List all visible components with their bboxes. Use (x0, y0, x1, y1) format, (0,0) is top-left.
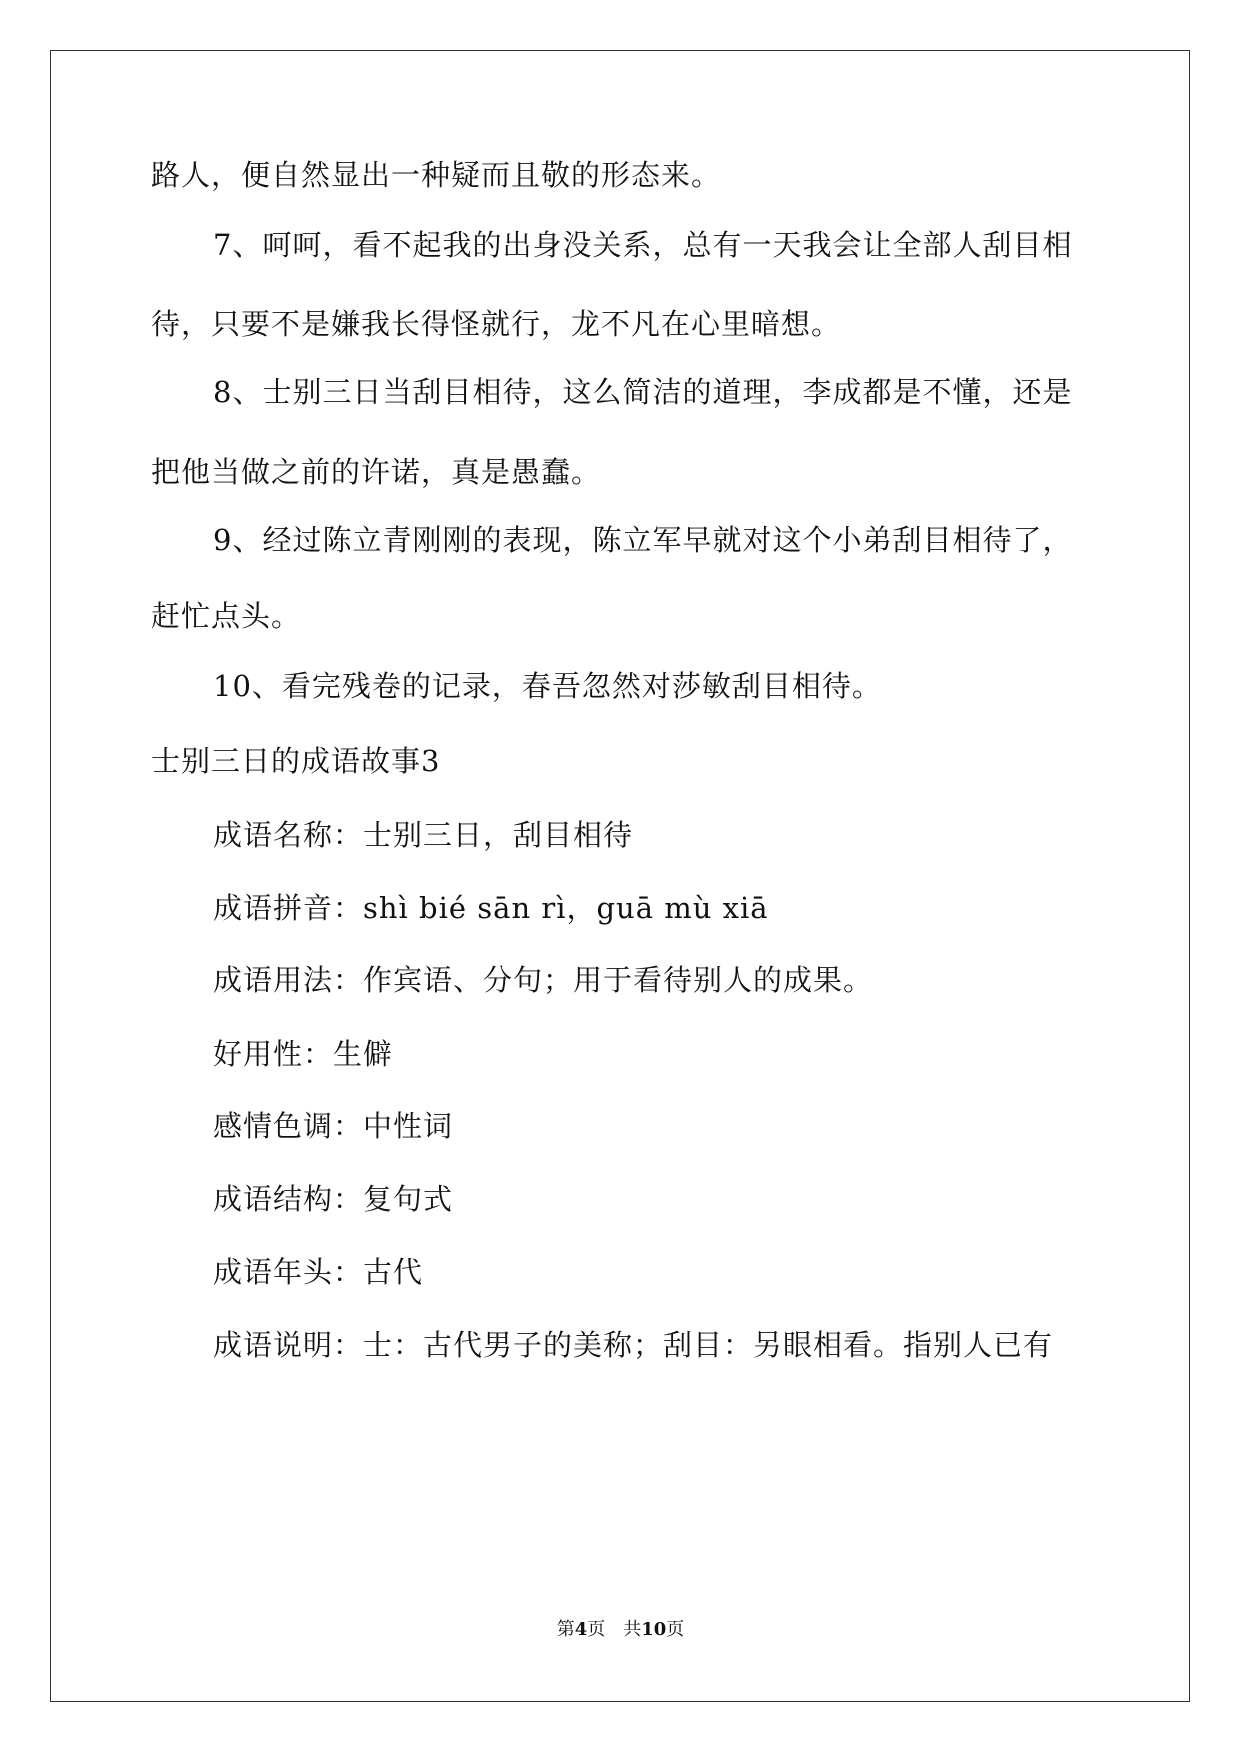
section-heading: 士别三日的成语故事3 (151, 744, 441, 778)
text-line-11: 成语拼音：shì bié sān rì，guā mù xiā (213, 891, 769, 925)
text-line-14: 感情色调：中性词 (213, 1109, 454, 1143)
page-border (50, 50, 1190, 1702)
text-line-5: 把他当做之前的许诺，真是愚蠢。 (151, 455, 602, 489)
footer-total-prefix: 共 (623, 1619, 642, 1640)
text-line-3: 待，只要不是嫌我长得怪就行，龙不凡在心里暗想。 (151, 307, 842, 341)
text-line-17: 成语说明：士：古代男子的美称；刮目：另眼相看。指别人已有 (213, 1328, 1054, 1362)
footer-page-number: 4 (574, 1619, 588, 1640)
text-line-16: 成语年头：古代 (213, 1255, 424, 1289)
footer-total-suffix: 页 (666, 1619, 685, 1640)
text-line-6: 9、经过陈立青刚刚的表现，陈立军早就对这个小弟刮目相待了， (213, 523, 1073, 557)
text-line-2: 7、呵呵，看不起我的出身没关系，总有一天我会让全部人刮目相 (213, 228, 1073, 262)
text-line-13: 好用性：生僻 (213, 1037, 394, 1071)
text-line-4: 8、士别三日当刮目相待，这么简洁的道理，李成都是不懂，还是 (213, 375, 1073, 409)
text-line-12: 成语用法：作宾语、分句；用于看待别人的成果。 (213, 963, 874, 997)
footer-page-prefix: 第 (556, 1619, 575, 1640)
footer-page-suffix: 页 (587, 1619, 606, 1640)
text-line-7: 赶忙点头。 (151, 599, 302, 633)
page-footer (0, 1618, 1241, 1642)
footer-total-pages: 10 (641, 1619, 667, 1640)
text-line-8: 10、看完残卷的记录，春吾忽然对莎敏刮目相待。 (213, 669, 882, 703)
text-line-1: 路人，便自然显出一种疑而且敬的形态来。 (151, 158, 722, 192)
text-line-15: 成语结构：复句式 (213, 1182, 454, 1216)
text-line-10: 成语名称：士别三日，刮目相待 (213, 818, 634, 852)
